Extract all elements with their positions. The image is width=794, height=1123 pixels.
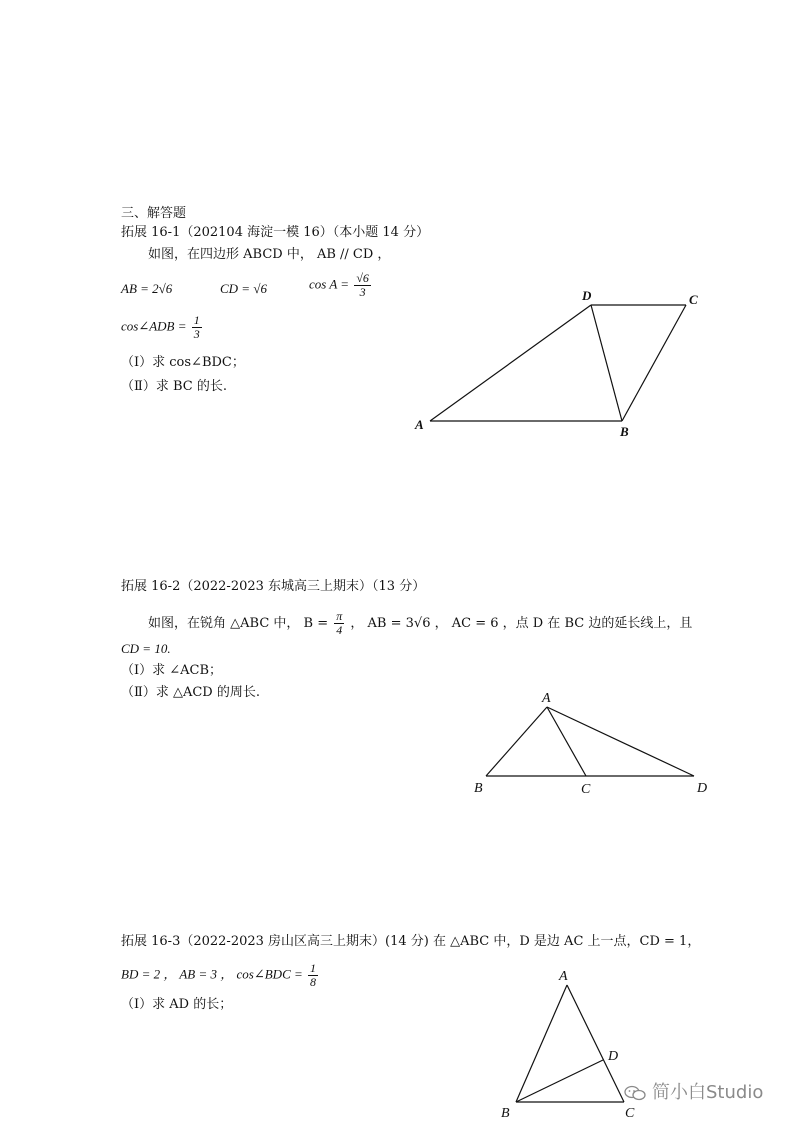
fig2-segment-ad (547, 707, 694, 776)
problem2-header: 拓展 16-2（2022-2023 东城高三上期末）（13 分） (121, 579, 426, 594)
problem1-question2: （Ⅱ）求 BC 的长. (121, 379, 227, 394)
wechat-icon (624, 1085, 646, 1101)
fig2-label-b: B (474, 781, 483, 796)
fig3-label-d: D (608, 1049, 619, 1064)
watermark-text: 简小白Studio (652, 1082, 764, 1103)
fig2-segment-ac (547, 707, 586, 776)
problem2-intro-b: ， AB = 3√6 ， AC = 6 ，点 D 在 BC 边的延长线上，且 (350, 616, 693, 631)
cosbdc-numerator: 1 (310, 961, 317, 975)
figure2-triangle (486, 707, 694, 776)
problem1-cond-ab: AB = 2√6 (121, 281, 173, 296)
fig3-label-c: C (625, 1106, 635, 1121)
fig1-label-b: B (620, 424, 629, 439)
fig2-label-a: A (542, 691, 551, 706)
watermark (624, 1078, 763, 1104)
fig1-segment-db (591, 305, 622, 421)
problem2-question1: （Ⅰ）求 ∠ACB； (121, 663, 223, 678)
fig3-segment-ba (516, 985, 567, 1102)
problem1-cond-cd: CD = √6 (220, 281, 267, 296)
fig1-label-c: C (689, 292, 698, 307)
cosa-denominator: 3 (359, 285, 366, 299)
fig3-label-b: B (501, 1106, 510, 1121)
fig2-segment-ba (486, 707, 547, 776)
angle-b-denominator: 4 (336, 623, 343, 637)
problem1-header: 拓展 16-1（202104 海淀一模 16）（本小题 14 分） (121, 225, 430, 240)
fig1-segment-ad (430, 305, 591, 421)
fig1-label-d: D (582, 288, 592, 303)
figure1-quadrilateral (430, 305, 686, 421)
cosa-numerator: √6 (356, 271, 369, 285)
fig2-label-c: C (581, 782, 591, 797)
fig3-segment-bd (516, 1060, 603, 1102)
problem2-question2: （Ⅱ）求 △ACD 的周长. (121, 685, 260, 700)
figure3-triangle (516, 985, 624, 1102)
fig2-label-d: D (697, 781, 708, 796)
problem3-question1: （Ⅰ）求 AD 的长； (121, 997, 233, 1012)
problem3-header: 拓展 16-3（2022-2023 房山区高三上期末）(14 分) 在 △ABC 中，D 是边 AC 上一点，CD = 1， (121, 934, 701, 949)
problem1-question1: （Ⅰ）求 cos∠BDC； (121, 355, 245, 370)
cosadb-prefix: cos∠ADB = (121, 318, 187, 334)
cosadb-numerator: 1 (193, 313, 200, 327)
problem3-cond-a: BD = 2 ， AB = 3 ， cos∠BDC = (121, 966, 303, 982)
problem2-intro-a: 如图，在锐角 △ABC 中， B = (148, 616, 329, 631)
angle-b-numerator: π (336, 609, 343, 623)
cosa-prefix: cos A = (309, 276, 350, 292)
problem1-intro: 如图，在四边形 ABCD 中， AB // CD ， (148, 247, 391, 262)
cosadb-denominator: 3 (193, 327, 200, 341)
fig1-label-a: A (415, 417, 424, 432)
section-heading: 三、解答题 (121, 206, 187, 221)
problem2-cond-cd: CD = 10. (121, 641, 171, 656)
fig3-segment-ac (567, 985, 624, 1102)
fig3-label-a: A (559, 969, 568, 984)
fig1-segment-cb (622, 305, 686, 421)
cosbdc-denominator: 8 (310, 975, 317, 989)
